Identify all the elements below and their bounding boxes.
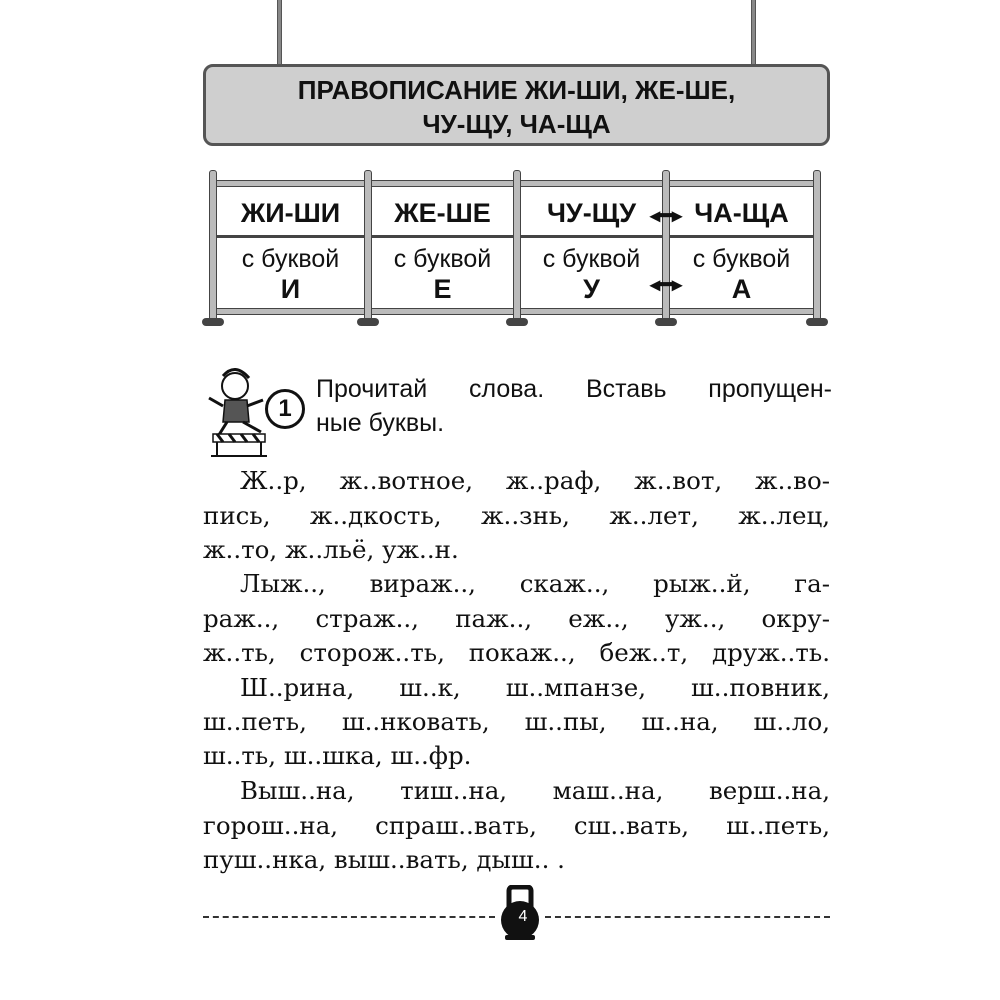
- text-line: Выш..на, тиш..на, маш..на, верш..на,: [240, 776, 830, 805]
- post: [662, 170, 670, 322]
- post: [513, 170, 521, 322]
- rule-sub-text: с буквой: [393, 245, 492, 273]
- text-line: ж..то, ж..льё, уж..н.: [203, 535, 459, 564]
- rule-letter: А: [731, 274, 752, 304]
- title-line-1: ПРАВОПИСАНИЕ ЖИ-ШИ, ЖЕ-ШЕ,: [297, 75, 736, 105]
- exercise-number: 1: [265, 389, 305, 429]
- rules-table: [205, 170, 830, 335]
- instruction-line-2: ные буквы.: [316, 409, 445, 437]
- title-line-2: ЧУ-ЩУ, ЧА-ЩА: [422, 109, 611, 139]
- double-arrow-icon: ◂━▸: [649, 205, 683, 227]
- text-line: Ж..р, ж..вотное, ж..раф, ж..вот, ж..во-: [240, 466, 830, 495]
- rule-sub-text: с буквой: [241, 245, 340, 273]
- rule-sub: [521, 244, 662, 304]
- instruction-line-1: Прочитай слова. Вставь пропущен-: [316, 375, 832, 403]
- rule-sub: [670, 244, 813, 304]
- rule-sub: [372, 244, 513, 304]
- text-line: Лыж.., вираж.., скаж.., рыж..й, га-: [240, 569, 830, 598]
- text-line: пуш..нка, выш..вать, дыш.. .: [203, 845, 565, 874]
- text-line: ж..ть, сторож..ть, покаж.., беж..т, друж..ть.: [203, 638, 830, 667]
- rule-sub-text: с буквой: [542, 245, 641, 273]
- footer-divider-right: [545, 916, 830, 918]
- post: [364, 170, 372, 322]
- post-foot: [806, 318, 828, 326]
- page-title: [203, 64, 830, 146]
- rule-sub-text: с буквой: [692, 245, 791, 273]
- rule-head-cha-scha: ЧА-ЩА: [694, 198, 789, 228]
- exercise-instruction: [316, 372, 832, 440]
- hanger-pole-left: [277, 0, 282, 66]
- rule-sub: [217, 244, 364, 304]
- text-line: раж.., страж.., паж.., еж.., уж.., окру-: [203, 604, 830, 633]
- post-foot: [506, 318, 528, 326]
- rule-head-zhi-shi: ЖИ-ШИ: [240, 198, 341, 228]
- post: [209, 170, 217, 322]
- text-line: ш..ть, ш..шка, ш..фр.: [203, 741, 472, 770]
- rule-head-chu-schu: ЧУ-ЩУ: [546, 198, 637, 228]
- post-foot: [357, 318, 379, 326]
- girl-hurdle-illustration: [203, 358, 273, 458]
- rule-head-zhe-she: ЖЕ-ШЕ: [394, 198, 491, 228]
- text-line: ш..петь, ш..нковать, ш..пы, ш..на, ш..ло,: [203, 707, 830, 736]
- text-line: пись, ж..дкость, ж..знь, ж..лет, ж..лец,: [203, 501, 830, 530]
- text-line: горош..на, спраш..вать, сш..вать, ш..петь,: [203, 811, 830, 840]
- text-line: Ш..рина, ш..к, ш..мпанзе, ш..повник,: [240, 673, 830, 702]
- rule-letter: И: [280, 274, 301, 304]
- footer-divider-left: [203, 916, 495, 918]
- page-number: 4: [518, 908, 528, 925]
- hanger-pole-right: [751, 0, 756, 66]
- rule-letter: У: [583, 274, 600, 304]
- post-foot: [655, 318, 677, 326]
- rule-letter: Е: [433, 274, 452, 304]
- post-foot: [202, 318, 224, 326]
- double-arrow-icon: ◂━▸: [649, 274, 683, 296]
- post: [813, 170, 821, 322]
